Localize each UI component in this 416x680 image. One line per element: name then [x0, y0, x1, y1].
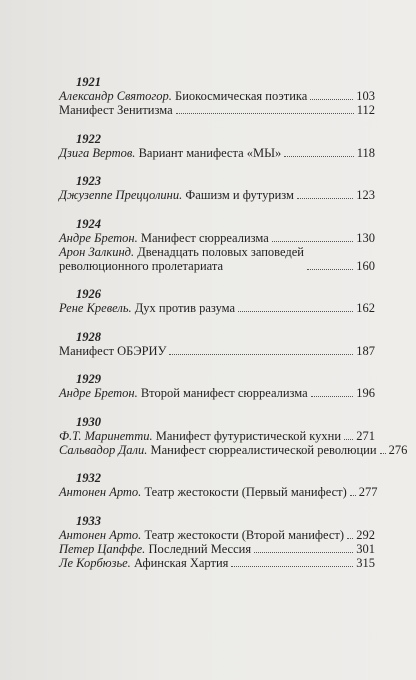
toc-entry [59, 429, 375, 443]
dot-leader [344, 439, 353, 440]
toc-group-1933 [59, 514, 375, 570]
entry-title [59, 443, 377, 457]
page-number: 301 [356, 541, 375, 556]
entry-title [59, 231, 269, 245]
dot-leader [176, 113, 354, 114]
year-heading: 1924 [76, 216, 101, 231]
toc-entry [59, 146, 375, 160]
page-number: 271 [356, 428, 375, 443]
entry-author: Ле Корбюзье. [59, 555, 131, 570]
entry-work: Афинская Хартия [130, 555, 229, 570]
toc-entry [59, 528, 375, 542]
dot-leader [231, 566, 353, 567]
year-heading: 1926 [76, 287, 101, 301]
entry-author: Антонен Арто. [59, 527, 142, 542]
year-heading: 1933 [76, 513, 101, 528]
dot-leader [311, 396, 354, 397]
dot-leader [284, 156, 353, 157]
page-number: 162 [356, 301, 375, 315]
page-number: 196 [356, 386, 375, 400]
dot-leader [380, 453, 386, 454]
entry-title [59, 301, 235, 315]
entry-author: Сальвадор Дали. [59, 442, 148, 457]
toc-entry [59, 344, 375, 358]
toc-entry [59, 556, 375, 570]
entry-author: Дзига Вертов. [59, 145, 136, 160]
dot-leader [297, 198, 353, 199]
dot-leader [238, 311, 353, 312]
table-of-contents [59, 75, 408, 584]
entry-work: Вариант манифеста «МЫ» [135, 145, 282, 160]
entry-title [59, 556, 228, 570]
toc-group-1922 [59, 132, 375, 160]
year-heading: 1922 [76, 131, 101, 146]
toc-entry [59, 301, 375, 315]
year-heading: 1929 [76, 372, 101, 386]
toc-group-1926 [59, 287, 375, 315]
entry-title [59, 188, 294, 202]
entry-work: Биокосмическая поэтика [171, 89, 308, 103]
toc-group-1932 [59, 471, 378, 499]
entry-author: Андре Бретон. [59, 386, 138, 400]
page-number: 292 [356, 527, 375, 542]
entry-work: Манифест сюрреализма [137, 230, 269, 245]
entry-title [59, 103, 173, 117]
entry-author: Андре Бретон. [59, 230, 138, 245]
toc-group-1921 [59, 75, 375, 117]
toc-group-1924 [59, 217, 375, 273]
entry-title [59, 245, 304, 273]
entry-work: Дух против разума [131, 301, 236, 315]
dot-leader [350, 495, 356, 496]
page-number: 276 [388, 442, 408, 457]
entry-author: Джузеппе Преццолини. [59, 188, 183, 202]
dot-leader [307, 269, 353, 270]
dot-leader [169, 354, 353, 355]
entry-title [59, 485, 347, 499]
entry-work: Манифест футуристической кухни [152, 428, 342, 443]
toc-entry [59, 89, 375, 103]
toc-entry [59, 188, 375, 202]
entry-work: Двенадцать половых заповедей революционного пролетариата [59, 244, 304, 273]
page-number: 103 [356, 89, 375, 103]
entry-title [59, 89, 307, 103]
entry-work: Театр жестокости (Первый манифест) [141, 485, 347, 499]
page-number: 118 [356, 145, 375, 160]
toc-group-1930 [59, 414, 408, 457]
toc-entry [59, 245, 375, 273]
entry-author: Петер Цапффе. [59, 541, 146, 556]
entry-author: Арон Залкинд. [59, 244, 135, 259]
toc-group-1928 [59, 330, 375, 358]
page-number: 123 [356, 188, 375, 202]
entry-work: Манифест Зенитизма [59, 103, 173, 117]
dot-leader [254, 552, 353, 553]
entry-title [59, 528, 344, 542]
toc-group-1929 [59, 372, 375, 400]
year-heading: 1923 [76, 174, 101, 188]
entry-title [59, 542, 251, 556]
dot-leader [310, 99, 353, 100]
page-number: 130 [356, 230, 375, 245]
toc-entry [59, 442, 408, 457]
year-heading: 1930 [76, 414, 101, 429]
year-heading: 1921 [76, 75, 101, 89]
page-number: 160 [356, 258, 375, 273]
toc-entry [59, 103, 375, 117]
entry-author: Рене Кревель. [59, 301, 132, 315]
toc-entry [59, 485, 378, 499]
entry-title [59, 429, 341, 443]
toc-entry [59, 386, 375, 400]
entry-work: Второй манифест сюрреализма [137, 386, 308, 400]
dot-leader [347, 538, 353, 539]
entry-author: Антонен Арто. [59, 485, 142, 499]
dot-leader [272, 241, 353, 242]
page-number: 112 [356, 103, 375, 117]
entry-work: Театр жестокости (Второй манифест) [141, 527, 345, 542]
entry-work: Фашизм и футуризм [182, 188, 294, 202]
entry-work: Манифест сюрреалистической революции [147, 442, 377, 457]
entry-title [59, 344, 166, 358]
entry-author: Ф.Т. Маринетти. [59, 428, 153, 443]
toc-entry [59, 542, 375, 556]
page-number: 315 [356, 555, 375, 570]
entry-work: Последний Мессия [145, 541, 252, 556]
page-number: 277 [358, 485, 378, 499]
page-number: 187 [356, 343, 375, 358]
entry-work: Манифест ОБЭРИУ [59, 343, 167, 358]
toc-entry [59, 231, 375, 245]
year-heading: 1928 [76, 329, 101, 344]
year-heading: 1932 [76, 471, 101, 485]
toc-group-1923 [59, 174, 375, 202]
entry-title [59, 386, 308, 400]
entry-author: Александр Святогор. [59, 89, 172, 103]
entry-title [59, 146, 281, 160]
